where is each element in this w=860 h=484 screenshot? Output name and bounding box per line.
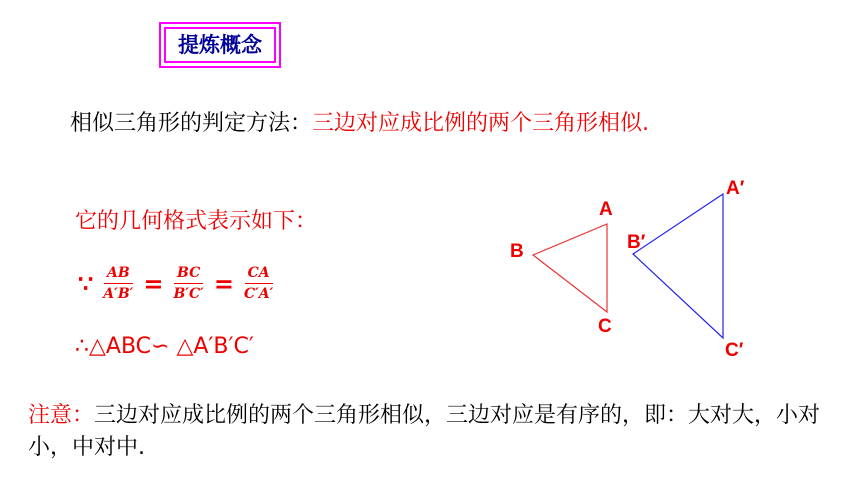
vertex-label-c: C	[598, 316, 612, 337]
note-label: 注意：	[28, 403, 95, 428]
concept-badge: 提炼概念	[164, 27, 276, 63]
similarity-conclusion: ∴△ABC∽ △A′B′C′	[75, 334, 254, 359]
small-triangle	[533, 224, 607, 312]
large-triangle	[633, 194, 723, 338]
equals-sign: =	[143, 268, 164, 298]
since-symbol: ∵	[78, 268, 94, 298]
fraction-numerator: BC	[174, 265, 203, 284]
method-label: 相似三角形的判定方法：	[70, 111, 313, 136]
vertex-label-b: B	[510, 241, 524, 262]
vertex-label-c-prime: C′	[725, 340, 744, 361]
method-statement: 三边对应成比例的两个三角形相似.	[312, 111, 650, 136]
fraction-numerator: AB	[104, 265, 133, 284]
fraction-denominator: C′A′	[243, 285, 274, 302]
fraction-numerator: CA	[245, 265, 273, 284]
vertex-label-a: A	[599, 199, 613, 220]
equals-sign: =	[213, 268, 234, 298]
note-text: 三边对应成比例的两个三角形相似，三边对应是有序的，即：大对大，小对小，中对中.	[28, 403, 821, 460]
fraction-denominator: A′B′	[103, 285, 134, 302]
fraction-denominator: B′C′	[173, 285, 204, 302]
vertex-label-a-prime: A′	[726, 178, 745, 199]
formal-heading: 它的几何格式表示如下：	[75, 209, 318, 234]
vertex-label-b-prime: B′	[627, 232, 646, 253]
